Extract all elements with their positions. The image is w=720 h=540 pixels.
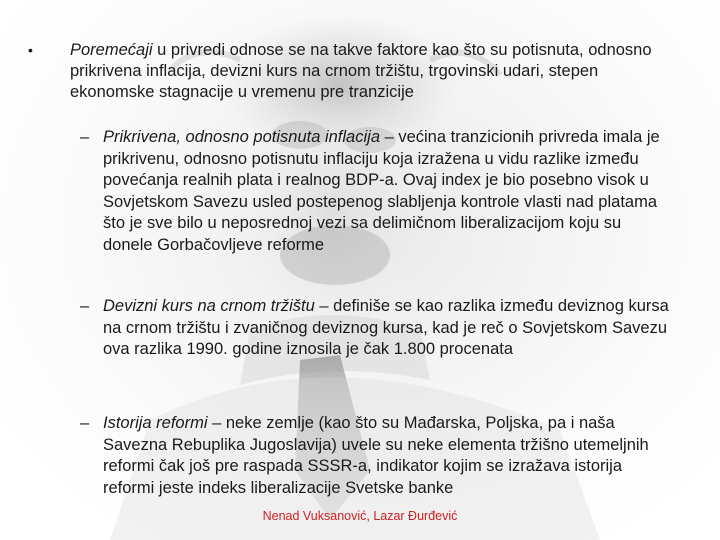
sub-bullet-text (103, 296, 673, 361)
sub-bullet-marker: – (80, 414, 90, 432)
sub-bullet-marker: – (80, 128, 90, 146)
sub-bullet-body: – neke zemlje (kao što su Mađarska, Poljska, pa i naša Savezna Rebuplika Jugoslavija) uvele su neke elementa tržišno utemeljnih reformi čak još pre raspada SSSR-a, indikator kojim se izražava istorija reformi jeste indeks liberalizacije Svetske banke (103, 414, 649, 497)
main-bullet-term: Poremećaji (70, 41, 153, 59)
footer-authors: Nenad Vuksanović, Lazar Đurđević (262, 509, 458, 523)
sub-bullet-term: Prikrivena, odnosno potisnuta inflacija (103, 128, 380, 146)
sub-bullet-term: Devizni kurs na crnom tržištu (103, 297, 315, 315)
bullet-marker: • (28, 42, 33, 58)
sub-bullet-text (103, 413, 673, 499)
sub-bullet-term: Istorija reformi (103, 414, 208, 432)
sub-bullet-body: – definiše se kao razlika između deviznog kursa na crnom tržištu i zvaničnog deviznog kursa, kad je reč o Sovjetskom Savezu ova razlika 1990. godine iznosila je čak 1.800 procenata (103, 297, 669, 358)
sub-bullet-body: – većina tranzicionih privreda imala je prikrivenu, odnosno potisnutu inflaciju koja izražena u vidu razlike između povećanja realnih plata i realnog BDP-a. Ovaj index je bio posebno visok u Sovjetskom Savezu usled postepenog slabljenja kontrole vlasti nad platama što je sve bilo u neposrednoj vezi sa delimičnom liberalizacijom koju su donele Gorbačovljeve reforme (103, 128, 660, 254)
sub-bullet-text (103, 127, 673, 256)
main-bullet-text (70, 40, 670, 103)
sub-bullet-marker: – (80, 297, 90, 315)
main-bullet-body: u privredi odnose se na takve faktore kao što su potisnuta, odnosno prikrivena inflacija, devizni kurs na crnom tržištu, trgovinski udari, stepen ekonomske stagnacije u vremenu pre tranzicije (70, 41, 652, 101)
